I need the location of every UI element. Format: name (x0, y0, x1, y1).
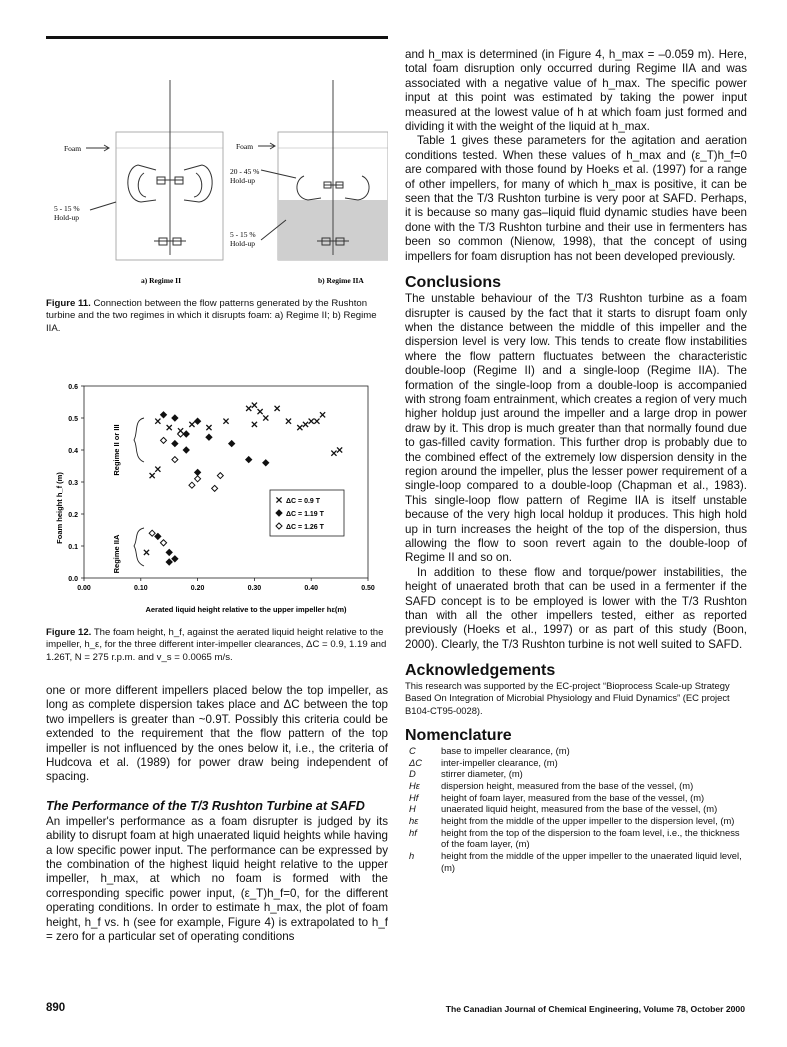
y-tick-label: 0.5 (68, 416, 78, 423)
brace-regime-ii (134, 418, 144, 462)
left-paragraph-1: one or more different impellers placed below the top impeller, as long as complete dispersion takes place and ΔC between the top two impellers is greater than ~0.9T. Possibly this criteria could be extended to the requirement that the flow pattern of the top impeller is not influenced by the ones below it, i.e., the criteria of Hudcova et al. (1989) for power draw being independent of spacing. (46, 684, 388, 784)
data-point (189, 482, 195, 488)
nomenclature-definition: stirrer diameter, (m) (441, 768, 523, 780)
data-point (252, 422, 257, 427)
y-tick-label: 0.6 (68, 384, 78, 391)
regime-ii-label: Regime II or III (112, 424, 121, 476)
x-tick-label: 0.40 (304, 585, 319, 592)
nomenclature-row (405, 768, 747, 780)
label-holdup-b2-1: 5 - 15 % (230, 230, 256, 239)
label-holdup-b2-2: Hold-up (230, 239, 255, 248)
legend-entry-label: ΔC = 1.26 T (286, 524, 324, 531)
x-tick-label: 0.00 (77, 585, 91, 592)
nomenclature-symbol: hf (409, 826, 417, 838)
left-paragraph-2: An impeller's performance as a foam disrupter is judged by its ability to disrupt foam at high unaerated liquid heights while having a low specific power input. The performance can be expressed by the combination of the highest liquid height relative to the upper impeller, h_max, at which no foam is formed with the corresponding specific power input, (ε_T)h_f=0, for the different operating conditions. In order to estimate h_max, the plot of foam height, h_f vs. h (see for example, Figure 4) is extrapolated to h_f = zero for a particular set of operating conditions (46, 814, 388, 944)
label-foam-a: Foam (64, 144, 82, 153)
nomenclature-row (405, 745, 747, 757)
journal-footer: The Canadian Journal of Chemical Engineering, Volume 78, October 2000 (445, 1004, 745, 1014)
x-tick-label: 0.30 (247, 585, 262, 592)
left-column-body (46, 684, 388, 945)
page-number: 890 (46, 1002, 66, 1014)
data-point (172, 457, 178, 463)
nomenclature-definition: dispersion height, measured from the base of the vessel, (m) (441, 779, 694, 791)
data-point (275, 406, 280, 411)
right-paragraph-2: Table 1 gives these parameters for the agitation and aeration conditions tested. When these values of h_max and (ε_T)h_f=0 are compared with those found by Hoeks et al. (1997) for a range of other impellers, for many of which h_max is positive, it can be seen that the T/3 Rushton turbine is very poor at SAFD. Perhaps, it is because so many gas–liquid fluid dynamic studies have been done with the T/3 Rushton turbine and their use in fermenters has been so common (Nienow, 1998), that the concept of using impellers for foam disruption has not been developed previously. (405, 134, 747, 263)
data-point (206, 425, 211, 430)
data-point (189, 422, 194, 427)
data-point (246, 457, 252, 463)
data-point (149, 530, 155, 536)
data-point (320, 412, 325, 417)
nomenclature-heading: Nomenclature (405, 726, 512, 744)
data-point (172, 556, 178, 562)
data-point (155, 467, 160, 472)
nomenclature-symbol: H (409, 803, 416, 815)
y-tick-label: 0.2 (68, 512, 78, 519)
nomenclature-row (405, 780, 747, 792)
data-point (257, 409, 262, 414)
y-tick-label: 0.0 (68, 576, 78, 583)
nomenclature-row (405, 850, 747, 873)
data-point (155, 533, 161, 539)
data-point (195, 476, 201, 482)
right-paragraph-1: and h_max is determined (in Figure 4, h_max = –0.059 m). Here, total foam disruption only occurred during Regime IIA and was associated with a negative value of h_max. The specific power input at this point was estimated by taking the power input measured at the lowest value of h at which foam just formed and dividing it with the weight of the liquid at h_max. (405, 48, 747, 134)
data-point (337, 447, 342, 452)
legend-entry-label: ΔC = 1.19 T (286, 511, 324, 518)
data-point (161, 412, 167, 418)
data-point (183, 447, 189, 453)
nomenclature-symbol: hε (409, 815, 419, 827)
chart-plot-frame (84, 386, 368, 578)
nomenclature-definition: height of foam layer, measured from the base of the vessel, (m) (441, 791, 705, 803)
section-heading-performance: The Performance of the T/3 Rushton Turbine at SAFD (46, 798, 365, 813)
data-point (178, 431, 184, 437)
label-foam-b: Foam (236, 142, 254, 151)
data-point (172, 415, 178, 421)
figure-12-chart (46, 378, 388, 618)
data-point (172, 441, 178, 447)
data-point (166, 559, 172, 565)
data-point (246, 406, 251, 411)
y-tick-label: 0.1 (68, 544, 78, 551)
nomenclature-symbol: D (409, 768, 416, 780)
nomenclature-row (405, 757, 747, 769)
nomenclature-row (405, 792, 747, 804)
chart-y-label: Foam height h_f (m) (55, 472, 64, 544)
label-holdup-a-2: Hold-up (54, 213, 79, 222)
data-point (303, 422, 308, 427)
brace-regime-iia (134, 528, 144, 566)
conclusions-paragraph-2: In addition to these flow and torque/power instabilities, the height of unaerated broth that can be used in a fermenter if the SAFD concept is to be employed is lower with the T/3 Rushton than with all the other impellers tested, either as reported previously (Hoeks et al., 1997) or as part of this study (Boon, 2000). Clearly, the T/3 Rushton turbine is not well suited to SAFD. (405, 565, 747, 651)
data-point (223, 419, 228, 424)
data-point (161, 437, 167, 443)
data-point (217, 473, 223, 479)
y-tick-label: 0.3 (68, 480, 78, 487)
nomenclature-symbol: h (409, 850, 415, 862)
regime-iia-label: Regime IIA (112, 534, 121, 574)
legend-entry-label: ΔC = 0.9 T (286, 498, 321, 505)
sublabel-b: b) Regime IIA (318, 276, 364, 285)
conclusions-heading: Conclusions (405, 274, 502, 292)
data-point (263, 460, 269, 466)
data-point (195, 469, 201, 475)
chart-legend (270, 490, 344, 536)
x-tick-label: 0.50 (361, 585, 375, 592)
data-point (212, 485, 218, 491)
figure-12-caption: Figure 12. The foam height, h_f, against the aerated liquid height relative to the impeller, h_ε, for the three different inter-impeller clearances, ΔC = 0.9, 1.19 and 1.26T, N = 275 r.p.m. and v_s = 0.0065 m/s. (46, 627, 387, 663)
acknowledgements-heading: Acknowledgements (405, 662, 556, 680)
nomenclature-row (405, 815, 747, 827)
sublabel-a: a) Regime II (141, 276, 181, 285)
vessel-regime-iia (278, 80, 388, 260)
right-column-body (405, 48, 747, 874)
data-point (286, 419, 291, 424)
data-point (161, 540, 167, 546)
nomenclature-definition: base to impeller clearance, (m) (441, 744, 570, 756)
data-point (155, 419, 160, 424)
data-point (263, 415, 268, 420)
data-point (331, 451, 336, 456)
y-tick-label: 0.4 (68, 448, 78, 455)
data-point (195, 418, 201, 424)
data-point (314, 419, 319, 424)
figure-11-caption: Figure 11. Connection between the flow patterns generated by the Rushton turbine and the two regimes in which it disrupts foam: a) Regime II; b) Regime IIA. (46, 298, 377, 334)
data-point (229, 441, 235, 447)
top-rule (46, 36, 388, 39)
data-point (144, 550, 149, 555)
figure-11-diagram (46, 50, 388, 290)
nomenclature-symbol: Hf (409, 791, 419, 803)
nomenclature-definition: inter-impeller clearance, (m) (441, 756, 558, 768)
label-holdup-b1-1: 20 - 45 % (230, 167, 260, 176)
label-holdup-b1-2: Hold-up (230, 176, 255, 185)
data-point (167, 425, 172, 430)
chart-x-label: Aerated liquid height relative to the upper impeller hε(m) (145, 605, 347, 614)
vessel-regime-ii (116, 80, 223, 260)
data-point (309, 419, 314, 424)
data-point (166, 549, 172, 555)
data-point (206, 434, 212, 440)
data-point (297, 425, 302, 430)
nomenclature-row (405, 827, 747, 850)
conclusions-paragraph-1: The unstable behaviour of the T/3 Rushton turbine as a foam disrupter is caused by the fact that it starts to disrupt foam only when the distance between the middle of this impeller and the dispersion level is very low. This tends to create flow instabilities where the flow pattern fluctuates between the characteristic double-loop (Regime II) and a single-loop (Regime IIA). The formation of the single-loop from a double-loop is accompanied with strong foam entrainment, which creates a region of very much higher holdup just around the impeller and a large drop in power draw by it. This drop is much greater than that normally found due to gas-filled cavity formation. This further drop is probably due to the combined effect of the extremely low dispersion density in the region around the impeller, plus the lesser power requirement of a single-loop compared to a double-loop (Chapman et al., 1983). This single-loop flow pattern of Regime IIA is itself unstable because of the very high local holdup it produces. This high hold up in turn increases the height of the top of the dispersion, thus allowing the flow to soon revert again to the double-loop of Regime II and so on. (405, 292, 747, 565)
nomenclature-symbol: ΔC (409, 756, 423, 768)
nomenclature-list (405, 745, 747, 874)
nomenclature-definition: unaerated liquid height, measured from the base of the vessel, (m) (441, 803, 718, 815)
nomenclature-definition: height from the middle of the upper impeller to the unaerated liquid level, (m) (441, 850, 742, 873)
nomenclature-symbol: Hε (409, 779, 420, 791)
x-tick-label: 0.20 (190, 585, 205, 592)
nomenclature-definition: height from the top of the dispersion to the foam level, i.e., the thickness of the foam layer, (m) (441, 826, 740, 850)
nomenclature-row (405, 803, 747, 815)
acknowledgements-text: This research was supported by the EC-project “Bioprocess Scale-up Strategy Based On Integration of Microbial Physiology and Fluid Dynamics” (EC project B104-CT95-0028). (405, 680, 730, 716)
label-holdup-a-1: 5 - 15 % (54, 204, 80, 213)
nomenclature-symbol: C (409, 744, 416, 756)
data-point (150, 473, 155, 478)
nomenclature-definition: height from the middle of the upper impeller to the dispersion level, (m) (441, 815, 735, 827)
data-point (252, 403, 257, 408)
x-tick-label: 0.10 (133, 585, 148, 592)
